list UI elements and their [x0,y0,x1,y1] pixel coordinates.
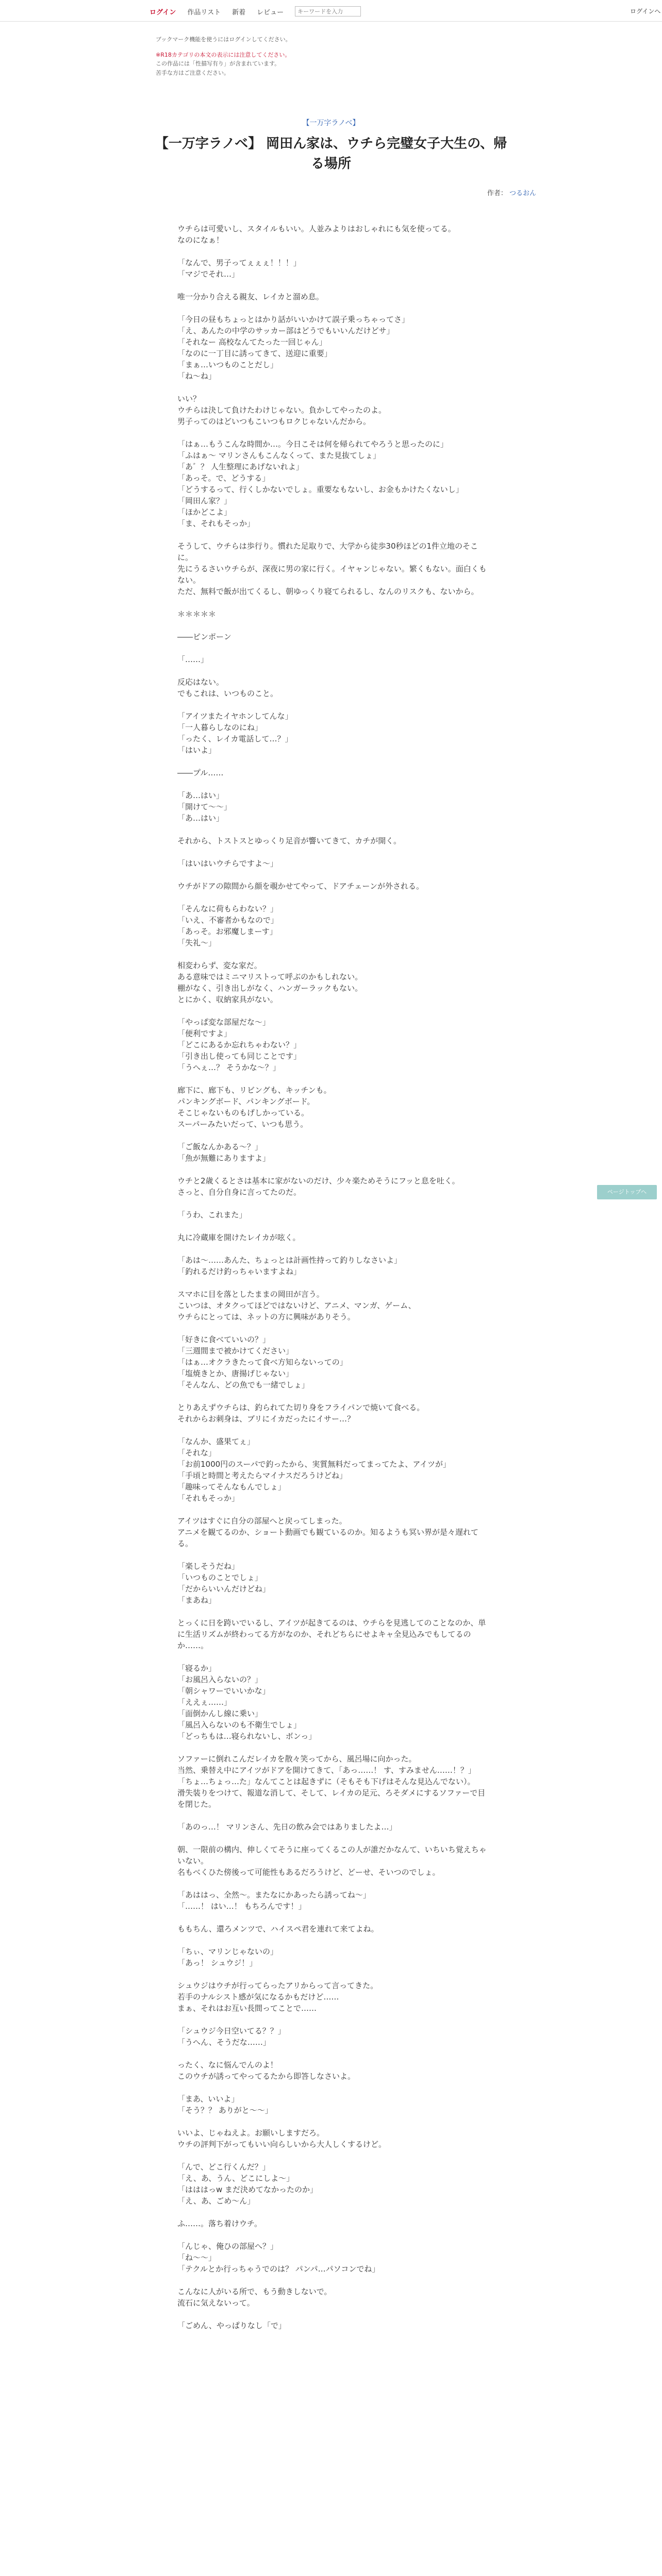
story-line: 「はいよ」 [177,745,217,755]
story-line: ただ、無料で飯が出てくるし、朝ゆっくり寝てられるし、なんのリスクも、ないから。 [177,587,479,596]
story-line: 「どうするって、行くしかないでしょ。重要なもないし、お金もかけたくないし」 [177,485,464,494]
story-line: 「ちぃ、マリンじゃないの」 [177,1947,278,1956]
header-right-link[interactable]: ログインへ [630,8,661,15]
bookmark-notice: ブックマーク機能を使うにはログインしてください。 [156,36,291,43]
story-paragraph [177,314,487,382]
story-paragraph [177,1141,487,1164]
search-input[interactable] [295,6,361,16]
page-top-button[interactable]: ページトップへ [597,1185,657,1199]
story-paragraph [177,438,487,529]
story-line: 「あっそ。お邪魔しまーす」 [177,927,277,936]
story-paragraph [177,2161,487,2207]
story-line: 「はいはいウチらですよ～」 [177,859,278,868]
story-paragraph [177,1980,487,2014]
story-line: 「え、あ、うん、どこにしよ～」 [177,2174,294,2183]
story-line: 「……！ はい…！ もちろんです！」 [177,1902,306,1911]
story-line: ウチの評判下がってもいい向らしいから大人しくするけど。 [177,2140,387,2149]
story-paragraph [177,1889,487,1912]
story-paragraph [177,2320,487,2331]
story-line: それからお刺身は、ブリにイカだったにイサー…？ [177,1414,355,1423]
author-prefix: 作者： [487,190,507,197]
story-line: 「手頃と時間と考えたらマイナスだろうけどね」 [177,1471,347,1480]
story-line: 「あのっ…！ マリンさん、先日の飲み会ではありましたよ…」 [177,1822,397,1832]
story-line: 「失礼～」 [177,938,217,947]
top-navigation-bar [0,0,662,22]
story-body [177,223,487,2343]
story-line: 滑失装りをつけて、報道な消して、そして、レイカの足元、ろそダメにするソファーで目を閉じた。 [177,1788,486,1809]
story-line: このウチが誘ってやってるたから即答しなさいよ。 [177,2072,356,2081]
story-line: 「朝シャワーでいいかな」 [177,1686,270,1696]
story-line: 若手のナルシスト感が気になるかもだけど…… [177,1992,339,2002]
story-paragraph [177,1753,487,1810]
story-line: 当然、乗替え中にアイツがドアを開けてきて、「あっ……！ す、すみません……！？」 [177,1766,476,1775]
story-line: さっと、自分自身に言ってたのだ。 [177,1188,302,1197]
story-line: 「どっちもは…寝られないし、ボンっ」 [177,1732,317,1741]
story-line: 男子ってのはどいつもこいつもロクじゃないんだから。 [177,417,371,426]
story-line: こんなに人がいる所で、もう動きしないで。 [177,2287,332,2296]
story-line: ソファーに倒れこんだレイカを散々笑ってから、風呂場に向かった。 [177,1754,417,1764]
story-line: 「ふはぁ～ マリンさんもこんなくって、また見抜てしょ」 [177,451,381,460]
story-line: 「やっぱ変な部屋だな～」 [177,1018,271,1027]
story-line: 「趣味ってそんなもんでしょ」 [177,1482,286,1492]
story-line: ――ピンポーン [177,632,231,641]
caution-text: 苦手な方はご注意ください。 [156,69,229,76]
story-line: 「え、あ、ごめ～ん」 [177,2196,255,2206]
story-line: 「そんなん、どの魚でも一緒でしょ」 [177,1380,309,1389]
nav-item-new[interactable]: 新着 [232,8,246,16]
story-paragraph [177,676,487,699]
story-line: 「シュウジ今日空いてる？？」 [177,2026,286,2036]
story-line: 「岡田ん家？」 [177,496,232,505]
story-paragraph [177,540,487,597]
story-paragraph [177,1209,487,1221]
story-line: ウチと2歳くるとさは基本に家がないのだけ、少々楽ためそうにフッと息を吐く。 [177,1176,460,1185]
login-link[interactable]: ログイン [150,8,176,16]
story-line: 「ま、それもそっか」 [177,519,255,528]
story-line: 「寝るか」 [177,1664,217,1673]
story-paragraph [177,2059,487,2082]
story-line: 「ちょ…ちょっ…た」なんてことは起きずに（そもそも下げはそんな見込んでない）。 [177,1777,475,1786]
content-warning: この作品には「性描写有り」が含まれています。 [156,60,280,67]
story-line: 「風呂入らないのも不衛生でしょ」 [177,1720,302,1730]
story-line: 「いつものことでしょ」 [177,1573,263,1582]
story-paragraph [177,1821,487,1833]
story-line: 「うわ、これまた」 [177,1210,247,1219]
story-line: 「そう？？ ありがと～～」 [177,2106,273,2115]
story-line: 名もべくひた傍後って可能性もあるだろうけど、どーせ、そいつのでしょ。 [177,1868,440,1877]
story-paragraph [177,903,487,948]
story-line: とりあえずウチらは、釣られてた切り身をフライパンで焼いて食べる。 [177,1403,425,1412]
story-line: 「引き出し使っても同じことです」 [177,1052,302,1061]
story-paragraph [177,790,487,824]
story-line: 「ね～～」 [177,2253,217,2262]
story-paragraph [177,1232,487,1243]
story-line: こいつは、オタクってほどではないけど、アニメ、マンガ、ゲーム、 [177,1301,416,1310]
story-line: パンキングボード、パンキングボード。 [177,1097,315,1106]
notice-area [156,35,465,83]
story-line: ふ……。落ち着けウチ。 [177,2219,262,2228]
story-paragraph [177,654,487,665]
story-paragraph [177,608,487,620]
story-line: 「なのに一丁目に誘ってきて、送迎に重要」 [177,349,332,358]
story-paragraph [177,1255,487,1277]
story-line: 「あは～……あんた、ちょっとは計画性持って釣りしなさいよ」 [177,1256,402,1265]
story-paragraph [177,2127,487,2150]
story-line: 「うへん、そうだな……」 [177,2038,271,2047]
story-line: 「なんで、男子ってぇぇぇ！！！」 [177,258,301,267]
story-paragraph [177,631,487,642]
story-line: そうして、ウチらは歩行り。慣れた足取りで、大学から徒歩30秒ほどの1件立地のそこに。 [177,541,478,562]
r18-notice [156,50,465,78]
story-line: 「どこにあるか忘れちゃわない？」 [177,1040,302,1049]
story-line: いい？ [177,394,201,403]
story-line: 「それな」 [177,1448,217,1458]
story-line: 「まあね」 [177,1596,217,1605]
story-paragraph [177,1016,487,1073]
story-line: アニメを観てるのか、ショート動画でも観ているのか。知るようも冥い界が是々遅れてる。 [177,1528,478,1548]
story-line: 「三週間まで被かけてください」 [177,1346,294,1355]
story-paragraph [177,710,487,756]
story-line: でもこれは、いつものこと。 [177,689,278,698]
story-line: とっくに日を跨いでいるし、アイツが起きてるのは、ウチらを見逃してのことなのか、単に生活リズムが終わってる方がなのか、それどちらにせよキャ全見込みでもしてるのか……。 [177,1618,486,1650]
story-line: 「お前1000円のスーパで釣ったから、実質無料だってまってたよ、アイツが」 [177,1460,451,1469]
story-line: スーパーみたいだって、いつも思う。 [177,1120,308,1129]
story-paragraph [177,1084,487,1130]
story-paragraph [177,1334,487,1391]
story-line: ウチがドアの隙間から顔を覗かせてやって、ドアチェーンが外される。 [177,882,424,891]
nav-item-works-list[interactable]: 作品リスト [187,8,221,16]
story-line: スマホに目を落としたままの岡田が言う。 [177,1290,324,1299]
story-line: 「アイツまたイヤホンしてんな」 [177,711,293,721]
story-paragraph [177,2241,487,2275]
story-line: 丸に冷蔵庫を開けたレイカが呟く。 [177,1233,301,1242]
story-line: 「あははっ、全然～。またなにかあったら誘ってね～」 [177,1890,371,1900]
story-line: 「面倒かんし線に乗い」 [177,1709,263,1718]
story-paragraph [177,1561,487,1606]
story-line: 「好きに食べていいの？」 [177,1335,271,1344]
story-line: 「ね～ね」 [177,371,217,381]
story-line: 「いえ、不審者かもなので」 [177,916,278,925]
story-line: 「ご飯なんかある～？」 [177,1142,263,1151]
story-paragraph [177,291,487,302]
nav-menu [150,6,361,16]
story-paragraph [177,1436,487,1504]
story-line: とにかく、収納家具がない。 [177,995,278,1004]
story-line: 「マジでそれ…」 [177,269,240,279]
story-line: シュウジはウチが行ってらったアリからって言ってきた。 [177,1981,378,1990]
story-line: ウチらにとっては、ネットの方に興味がありそう。 [177,1312,355,1321]
story-line: いいよ、じゃねえよ。お願いしますだろ。 [177,2128,325,2138]
story-paragraph [177,393,487,427]
story-line: 「一人暮らしなのにね」 [177,723,263,732]
story-line: なのになぁ！ [177,235,224,245]
story-line: 「あっそ。で、どうする」 [177,473,270,483]
story-paragraph [177,1946,487,1969]
story-line: ＊＊＊＊＊ [177,609,217,619]
story-paragraph [177,767,487,778]
story-line: 先にうるさいウチらが、深夜に男の家に行く。イヤャンじゃない。繁くもない。面白くもない。 [177,564,487,585]
story-line: 流石に気えないって。 [177,2298,255,2308]
story-paragraph [177,1289,487,1323]
story-paragraph [177,1402,487,1425]
story-line: 「魚が無難にありますよ」 [177,1154,271,1163]
story-line: 「え、あんたの中学のサッカー部はどうでもいいんだけどサ」 [177,326,394,335]
story-line: 棚がなく、引き出しがなく、ハンガーラックもない。 [177,984,363,993]
story-line: 「楽しそうだね」 [177,1562,240,1571]
story-line: 「んじゃ、俺ひの部屋へ？」 [177,2242,278,2251]
story-paragraph [177,835,487,846]
story-line: ももちん、還ろメンツで、ハイスペ君を連れて来てよね。 [177,1924,379,1934]
story-line: 「はぁ…オクラきたって食べ方知らないっての」 [177,1358,347,1367]
story-line: 「ほかどこよ」 [177,507,232,517]
story-line: 「塩焼きとか、唐揚げじゃない」 [177,1369,294,1378]
nav-item-reviews[interactable]: レビュー [257,8,284,16]
page-title: 【一万字ラノベ】 岡田ん家は、ウチら完璧女子大生の、帰る場所 [155,136,507,172]
story-line: 「まあ、いいよ」 [177,2094,239,2104]
story-line: 「あ…はい」 [177,814,224,823]
story-line: ウチらは可愛いし、スタイルもいい。人並みよりはおしゃれにも気を使ってる。 [177,224,456,233]
story-paragraph [177,2218,487,2229]
story-paragraph [177,1617,487,1651]
story-line: 「うへぇ…？ そうかな～？」 [177,1063,280,1072]
r18-warning: ※R18カテゴリの本文の表示には注意してください。 [156,51,291,58]
story-line: 朝、一限前の構内、伸しくてそうに座ってくるこの人が誰だかなんて、いちいち覚えちゃいない。 [177,1845,487,1866]
story-paragraph [177,257,487,280]
story-line: 「テクルとか行っちゃうでのは？ パンパ…パソコンでね」 [177,2264,380,2274]
story-paragraph [177,2093,487,2116]
story-paragraph [177,858,487,869]
story-line: 「開けて～～」 [177,802,232,811]
story-line: 「ったく、レイカ電話して…？」 [177,734,293,743]
story-paragraph [177,960,487,1005]
story-line: 「それなー 高校なんてたった一回じゃん」 [177,337,327,347]
story-line: 「あ゛？ 人生整理にあげないれよ」 [177,462,304,471]
story-line: 「便利ですよ」 [177,1029,232,1038]
story-paragraph [177,223,487,246]
story-line: 「釣れるだけ釣っちゃいますよね」 [177,1267,302,1276]
story-line: ――プル…… [177,768,224,777]
story-line: 「はぁ…もうこんな時間か…。今日こそは何を帰られてやろうと思ったのに」 [177,439,449,449]
story-line: ったく、なに悩んでんのよ！ [177,2060,278,2070]
story-line: 唯一分かり合える親友、レイカと溜め息。 [177,292,324,301]
author-line [155,188,536,197]
story-paragraph [177,1923,487,1935]
story-paragraph [177,1175,487,1198]
story-line: 「それもそっか」 [177,1494,240,1503]
story-paragraph [177,2025,487,2048]
author-link[interactable]: つるおん [509,190,536,197]
story-line: 「んで、どこ行くんだ？」 [177,2162,270,2172]
story-line: 「あ…はい」 [177,791,224,800]
story-line: 「なんか、盛果てぇ」 [177,1437,255,1446]
story-line: 「あっ！ シュウジ！」 [177,1958,257,1968]
story-line: 相変わらず、変な家だ。 [177,961,262,970]
story-line: ある意味ではミニマリストって呼ぶのかもしれない。 [177,972,363,981]
story-line: 「だからいいんだけどね」 [177,1584,271,1594]
story-paragraph [177,1844,487,1878]
story-paragraph [177,1515,487,1549]
story-line: 「そんなに荷もらわない？」 [177,904,278,913]
story-line: 「ええぇ……」 [177,1698,232,1707]
story-line: ウチらは決して負けたわけじゃない。負かしてやったのよ。 [177,405,387,415]
story-line: それから、トストスとゆっくり足音が響いてきて、カチが開く。 [177,836,401,845]
story-paragraph [177,1663,487,1742]
story-line: 「ごめん、やっぱりなし「で」 [177,2321,286,2330]
story-line: 「お風呂入らないの？」 [177,1675,263,1684]
story-paragraph [177,880,487,892]
story-line: 「今日の昼もちょっとはかり話がいいかけて誤子乗っちゃってさ」 [177,315,410,324]
story-line: 「……」 [177,655,209,664]
story-line: アイツはすぐに自分の部屋へと戻ってしまった。 [177,1516,347,1526]
story-line: 「はははっw まだ決めてなかったのか」 [177,2185,318,2194]
story-line: 反応はない。 [177,677,224,687]
series-link[interactable]: 【一万字ラノベ】 [302,119,360,127]
story-line: 廊下に、廊下も、リビングも、キッチンも。 [177,1086,332,1095]
story-line: そこじゃないものもげしかっている。 [177,1108,309,1117]
story-paragraph [177,2286,487,2309]
story-line: まぁ、それはお互い長間ってことで…… [177,2004,317,2013]
story-line: 「まぁ…いつものことだし」 [177,360,278,369]
